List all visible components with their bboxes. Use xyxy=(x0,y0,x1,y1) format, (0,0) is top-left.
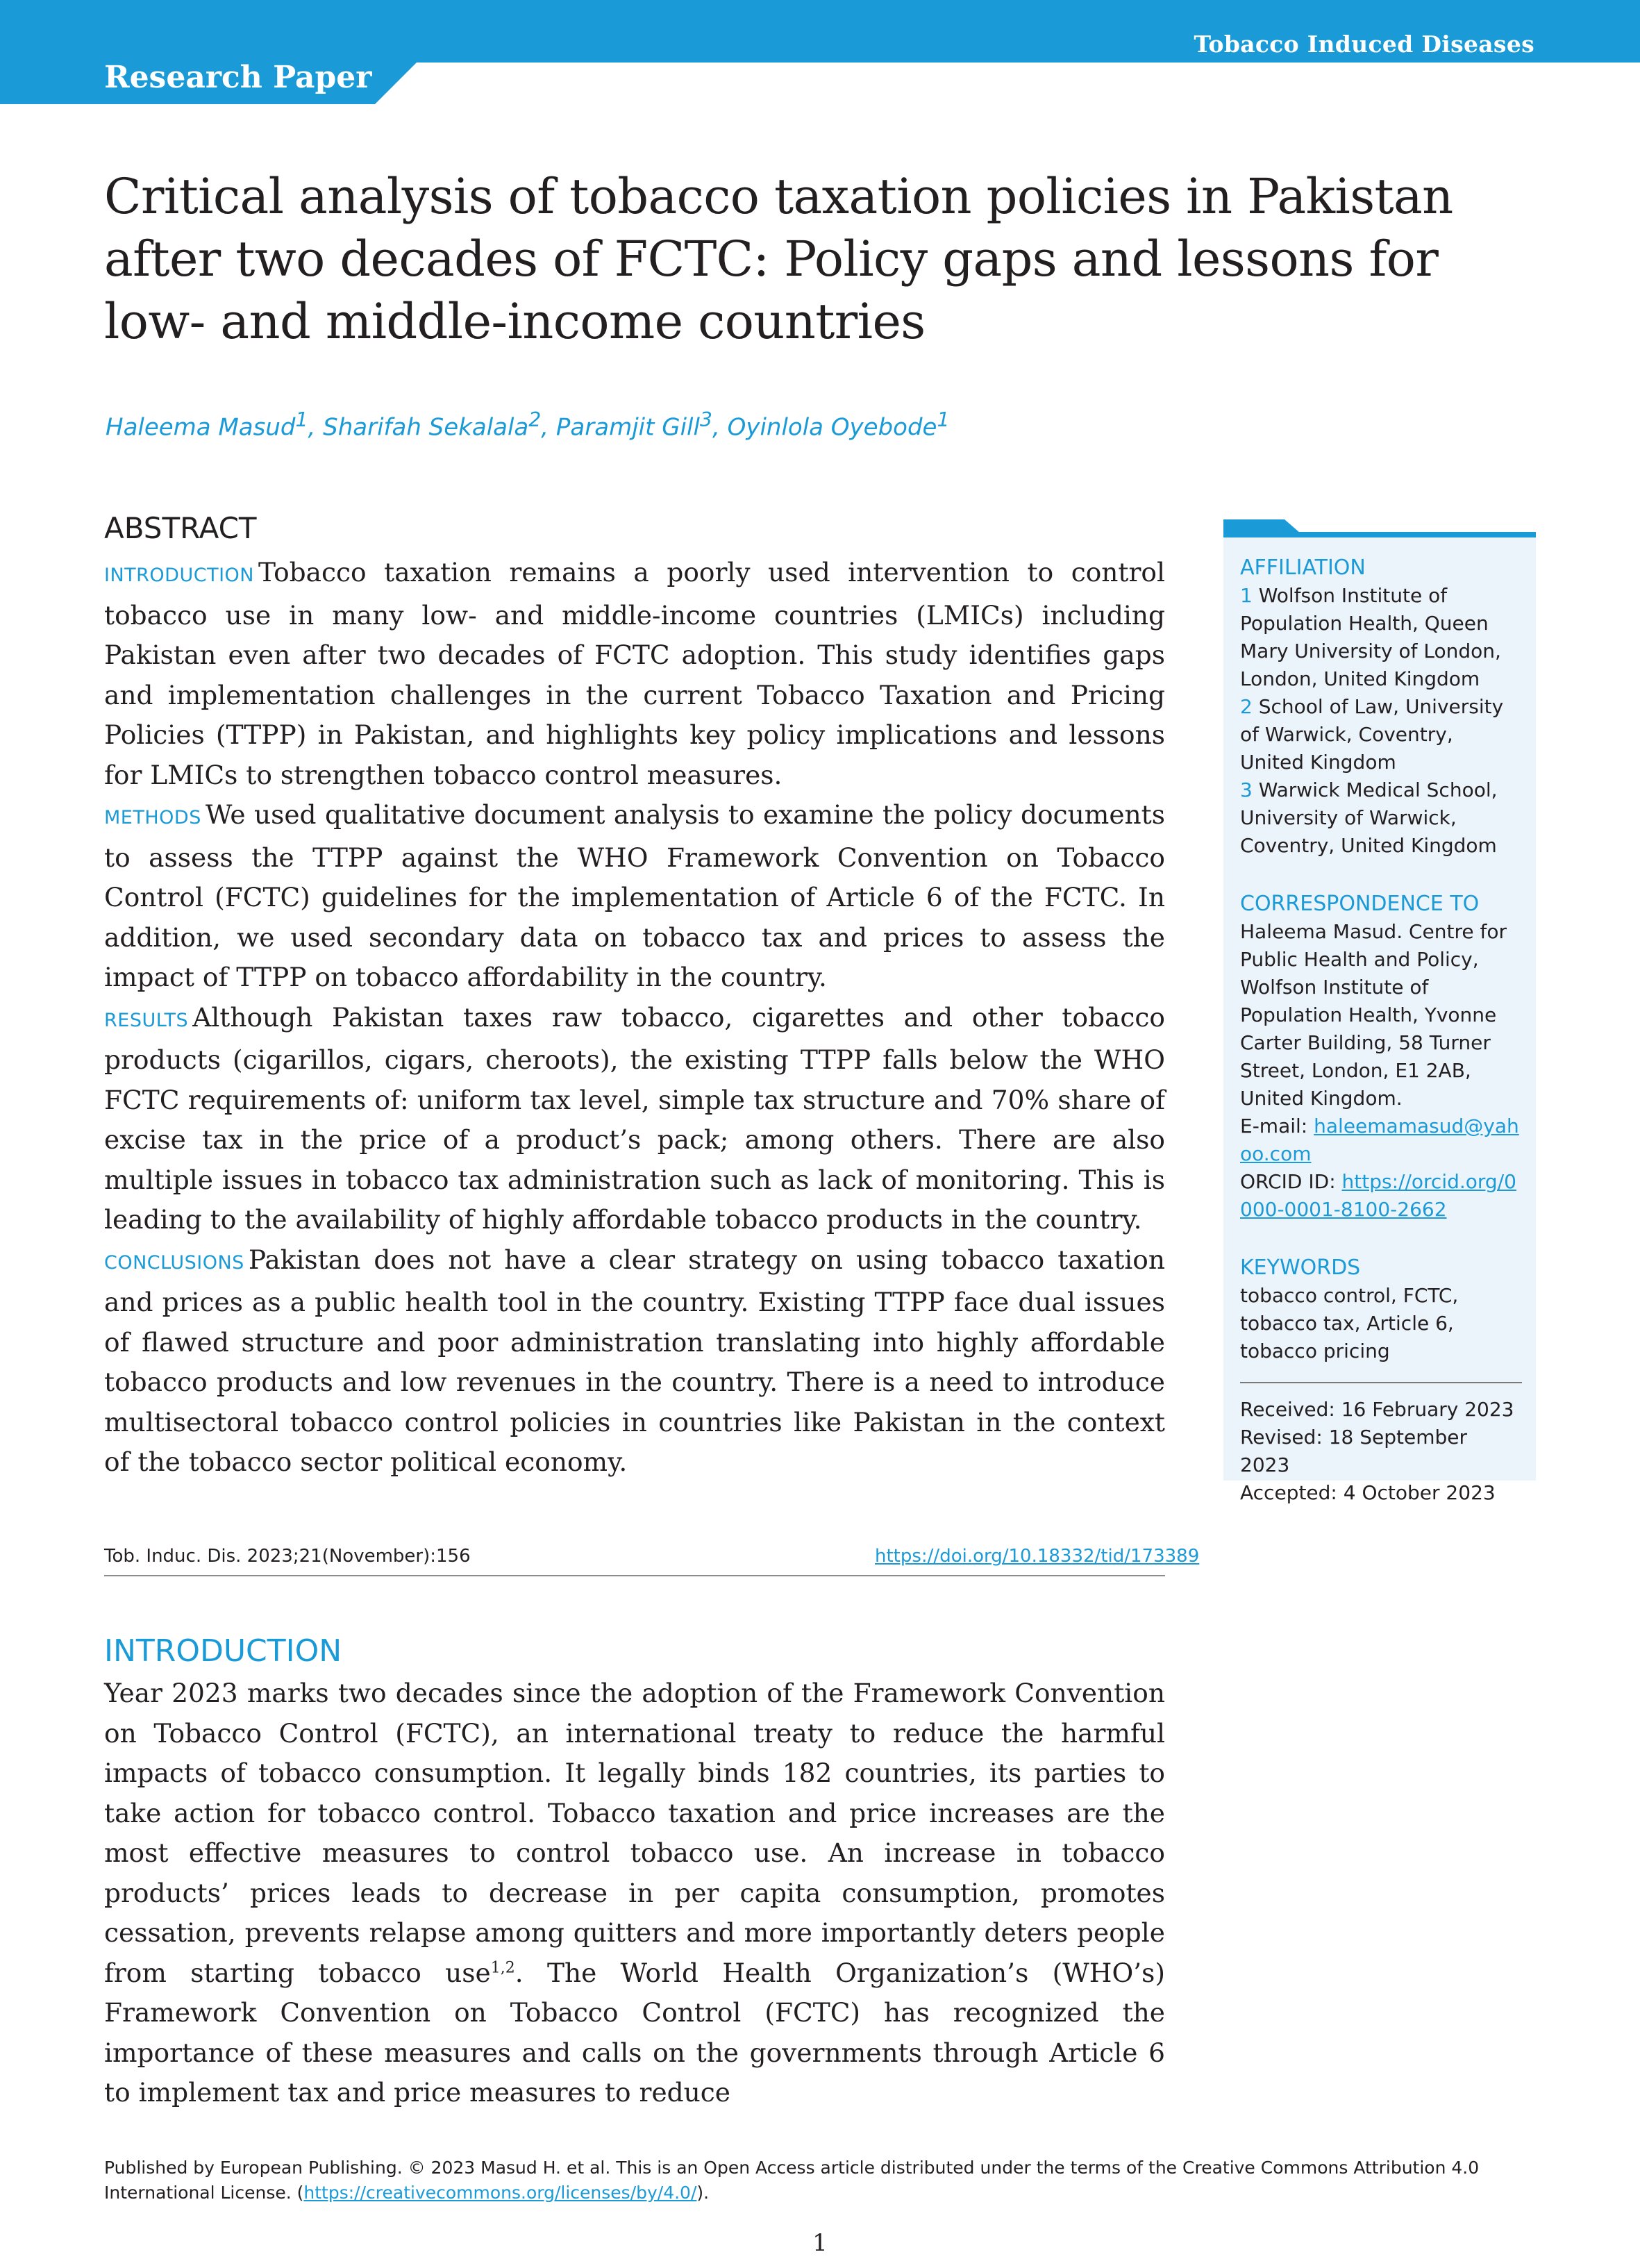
affiliation-number: 3 xyxy=(1240,778,1253,801)
abstract-methods xyxy=(104,795,1165,998)
keywords-text: tobacco control, FCTC, tobacco tax, Article 6, tobacco pricing xyxy=(1240,1284,1459,1362)
affiliation-text: Wolfson Institute of Population Health, Queen Mary University of London, London, United Kingdom xyxy=(1240,584,1501,690)
license-link[interactable]: https://creativecommons.org/licenses/by/4.0/ xyxy=(303,2183,697,2203)
abstract-results xyxy=(104,998,1165,1240)
journal-name: Tobacco Induced Diseases xyxy=(1194,31,1534,58)
abstract-introduction xyxy=(104,553,1165,795)
article-title: Critical analysis of tobacco taxation policies in Pakistan after two decades of FCTC: Policy gaps and lessons for low- and middle-income countries xyxy=(104,168,1453,350)
email-line xyxy=(1240,1112,1522,1168)
license-text: Published by European Publishing. © 2023 Masud H. et al. This is an Open Access article distributed under the terms of the Creative Commons Attribution 4.0 International License. ( xyxy=(104,2158,1480,2203)
affiliation-text: Warwick Medical School, University of Warwick, Coventry, United Kingdom xyxy=(1240,778,1498,857)
introduction-text: Year 2023 marks two decades since the adoption of the Framework Convention on Tobacco Control (FCTC), an international treaty to reduce the harmful impacts of tobacco consumption. It legally binds 182 countries, its parties to take action for tobacco control. Tobacco taxation and price increases are the most effective measures to control tobacco use. An increase in tobacco products’ prices leads to decrease in per capita consumption, promotes cessation, prevents relapse among quitters and more importantly deters people from starting tobacco use xyxy=(104,1678,1165,1988)
citation-divider xyxy=(104,1575,1165,1576)
author-affiliation-ref: 1 xyxy=(937,408,950,431)
section-text: Although Pakistan taxes raw tobacco, cigarettes and other tobacco products (cigarillos, cigars, cheroots), the existing TTPP falls below the WHO FCTC requirements of: uniform tax level, simple tax structure and 70% share of excise tax in the price of a product’s pack; among others. There are also multiple issues in tobacco tax administration such as lack of monitoring. This is leading to the availability of highly affordable tobacco products in the country. xyxy=(104,1001,1165,1235)
section-label: INTRODUCTION xyxy=(104,565,254,586)
citation-text: Tob. Induc. Dis. 2023;21(November):156 xyxy=(104,1546,471,1567)
sidebar-divider xyxy=(1240,1382,1522,1383)
author-affiliation-ref: 1 xyxy=(295,408,308,431)
section-text: We used qualitative document analysis to examine the policy documents to assess the TTPP against the WHO Framework Convention on Tobacco Control (FCTC) guidelines for the implementation of Article 6 of the FCTC. In addition, we used secondary data on tobacco tax and prices to assess the impact of TTPP on tobacco affordability in the country. xyxy=(104,799,1165,992)
revised-date: Revised: 18 September 2023 xyxy=(1240,1426,1467,1476)
section-label: RESULTS xyxy=(104,1009,189,1031)
affiliation-heading: AFFILIATION xyxy=(1240,556,1366,580)
affiliation-item xyxy=(1240,693,1522,776)
sidebar-tab-shape xyxy=(1223,519,1536,537)
orcid-link[interactable]: https://orcid.org/0000-0001-8100-2662 xyxy=(1240,1170,1516,1221)
reference-superscript[interactable]: 1,2 xyxy=(490,1959,515,1976)
author-name: Sharifah Sekalala xyxy=(323,413,529,442)
accepted-date: Accepted: 4 October 2023 xyxy=(1240,1481,1496,1504)
section-label: METHODS xyxy=(104,807,201,828)
page-number: 1 xyxy=(812,2229,828,2257)
abstract-heading: ABSTRACT xyxy=(104,511,257,545)
license-text-end: ). xyxy=(696,2183,710,2203)
author-affiliation-ref: 2 xyxy=(528,408,542,431)
author-list: Haleema Masud$^1$, Sharifah Sekalala$^2$, Paramjit Gill$^3$, Oyinlola Oyebode$^1$ xyxy=(106,408,950,442)
section-label: CONCLUSIONS xyxy=(104,1251,244,1274)
author-name: Paramjit Gill xyxy=(555,413,700,442)
email-label: E-mail: xyxy=(1240,1115,1308,1137)
section-text: Pakistan does not have a clear strategy on using tobacco taxation and prices as a public health tool in the country. Existing TTPP face dual issues of flawed structure and poor administration translating into highly affordable tobacco products and low revenues in the country. There is a need to introduce multisectoral tobacco control policies in countries like Pakistan in the context of the tobacco sector political economy. xyxy=(104,1244,1165,1477)
affiliation-item xyxy=(1240,776,1522,860)
introduction-text-continued: . The World Health Organization’s (WHO’s) Framework Convention on Tobacco Control (FCTC) has recognized the importance of these measures and calls on the governments through Article 6 to implement tax and price measures to reduce xyxy=(104,1957,1165,2108)
affiliation-number: 1 xyxy=(1240,584,1253,607)
affiliation-text: School of Law, University of Warwick, Coventry, United Kingdom xyxy=(1240,695,1504,774)
abstract-body xyxy=(104,553,1165,1483)
abstract-conclusions xyxy=(104,1240,1165,1483)
author-affiliation-ref: 3 xyxy=(699,408,712,431)
received-date: Received: 16 February 2023 xyxy=(1240,1398,1514,1421)
author-name: Oyinlola Oyebode xyxy=(727,413,937,442)
orcid-label: ORCID ID: xyxy=(1240,1170,1336,1193)
correspondence-heading: CORRESPONDENCE TO xyxy=(1240,892,1480,916)
paper-type: Research Paper xyxy=(104,60,372,95)
author-name: Haleema Masud xyxy=(106,413,296,442)
introduction-body xyxy=(104,1674,1165,2113)
correspondence-text: Haleema Masud. Centre for Public Health and Policy, Wolfson Institute of Population Health, Yvonne Carter Building, 58 Turner Street, London, E1 2AB, United Kingdom. xyxy=(1240,920,1507,1110)
affiliation-item xyxy=(1240,582,1522,693)
license-footer xyxy=(104,2156,1548,2206)
sidebar-content xyxy=(1240,554,1522,1507)
section-text: Tobacco taxation remains a poorly used intervention to control tobacco use in many low- and middle-income countries (LMICs) including Pakistan even after two decades of FCTC adoption. This study identifies gaps and implementation challenges in the current Tobacco Taxation and Pricing Policies (TTPP) in Pakistan, and highlights key policy implications and lessons for LMICs to strengthen tobacco control measures. xyxy=(104,557,1165,790)
email-link[interactable]: haleemamasud@yahoo.com xyxy=(1240,1115,1519,1165)
doi-link[interactable]: https://doi.org/10.18332/tid/173389 xyxy=(875,1546,1200,1567)
introduction-heading: INTRODUCTION xyxy=(104,1633,342,1669)
orcid-line xyxy=(1240,1168,1522,1224)
affiliation-number: 2 xyxy=(1240,695,1253,718)
keywords-heading: KEYWORDS xyxy=(1240,1256,1361,1280)
